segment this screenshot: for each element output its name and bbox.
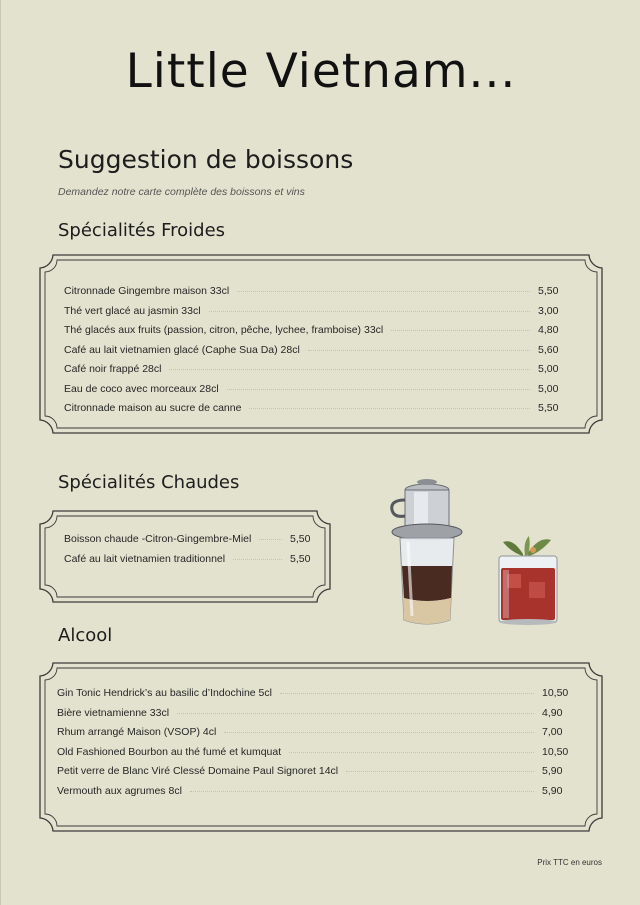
menu-item: Boisson chaude -Citron-Gingembre-Miel 5,50 — [64, 533, 311, 545]
menu-item: Eau de coco avec morceaux 28cl 5,00 — [64, 382, 559, 395]
section-title-chaudes: Spécialités Chaudes — [58, 472, 240, 493]
menu-item: Citronnade Gingembre maison 33cl 5,50 — [64, 285, 559, 297]
menu-item: Rhum arrangé Maison (VSOP) 4cl 7,00 — [57, 726, 563, 738]
menu-item: Café au lait vietnamien glacé (Caphe Sua Da) 28cl 5,60 — [64, 343, 559, 356]
menu-item: Thé glacés aux fruits (passion, citron, pêche, lychee, framboise) 33cl 4,80 — [64, 324, 559, 336]
frame-alcool — [39, 662, 603, 832]
cocktail-illustration — [493, 534, 565, 628]
menu-item: Bière vietnamienne 33cl 4,90 — [57, 706, 563, 719]
menu-item: Gin Tonic Hendrick’s au basilic d’Indochine 5cl 10,50 — [57, 687, 569, 699]
menu-item: Citronnade maison au sucre de canne 5,50 — [64, 402, 559, 414]
menu-item: Vermouth aux agrumes 8cl 5,90 — [57, 784, 563, 797]
section-title-froides: Spécialités Froides — [58, 220, 226, 241]
menu-item: Café au lait vietnamien traditionnel 5,50 — [64, 552, 311, 565]
frame-froides — [39, 254, 603, 434]
footer-note: Prix TTC en euros — [537, 858, 602, 867]
section-title-alcool: Alcool — [58, 625, 113, 646]
page-title: Suggestion de boissons — [58, 145, 354, 174]
subtitle: Demandez notre carte complète des boissons et vins — [58, 186, 305, 198]
vietnamese-coffee-phin-illustration — [384, 478, 474, 628]
menu-item: Petit verre de Blanc Viré Clessé Domaine Paul Signoret 14cl 5,90 — [57, 765, 563, 777]
restaurant-name: Little Vietnam... — [125, 44, 517, 99]
menu-item: Old Fashioned Bourbon au thé fumé et kumquat 10,50 — [57, 745, 569, 758]
menu-item: Café noir frappé 28cl 5,00 — [64, 363, 559, 375]
menu-item: Thé vert glacé au jasmin 33cl 3,00 — [64, 304, 559, 317]
list-chaudes — [64, 533, 314, 572]
list-alcool — [57, 687, 576, 804]
frame-chaudes — [39, 510, 331, 603]
list-froides — [64, 285, 572, 422]
